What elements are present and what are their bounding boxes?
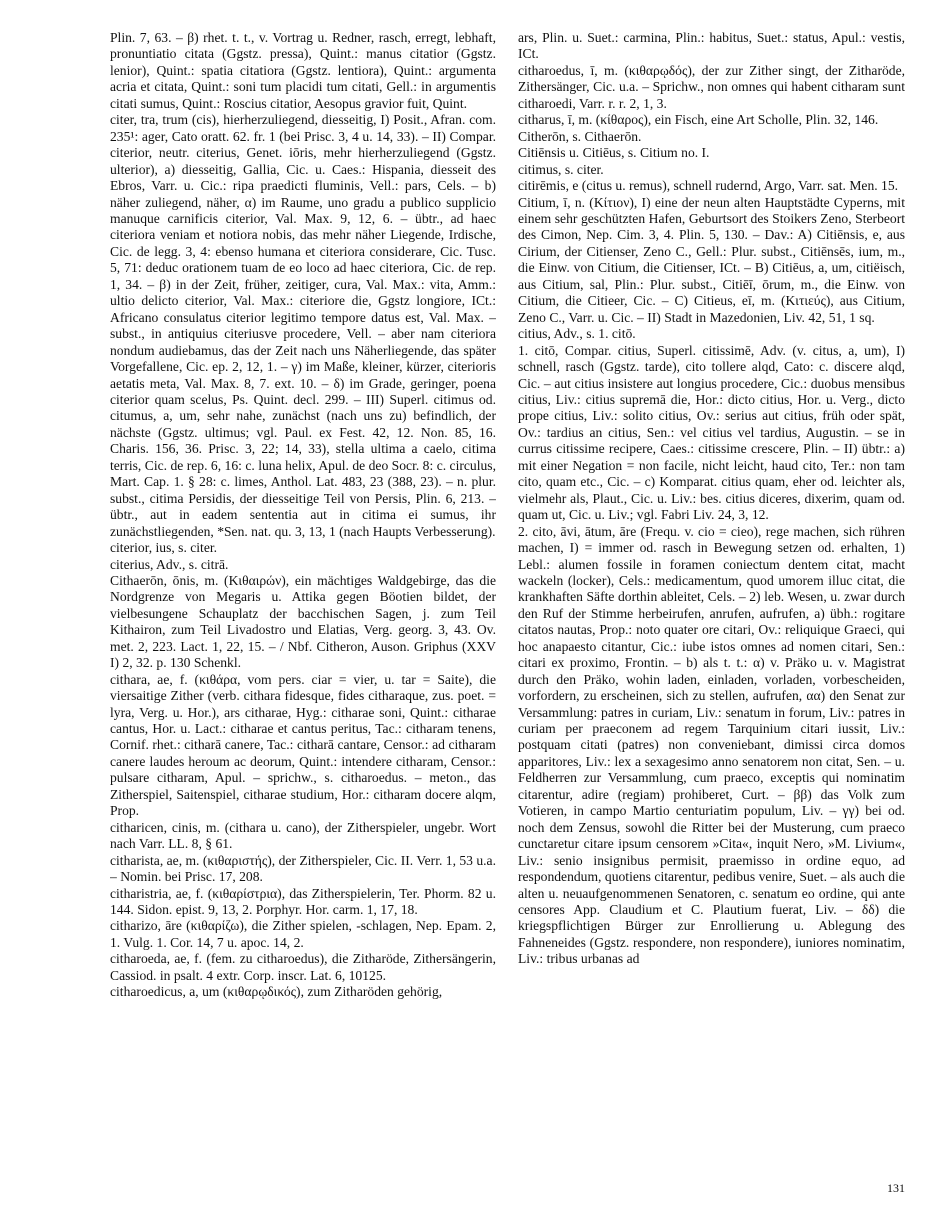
entry: citharizo, āre (κιθαρίζω), die Zither spielen, -schlagen, Nep. Epam. 2, 1. Vulg. 1. Cor. 14, 7 u. apoc. 14, 2. [110, 918, 496, 950]
entry: Citherōn, s. Cithaerōn. [518, 128, 642, 144]
entry: 2. cito, āvi, ātum, āre (Frequ. v. cio = cieo), rege machen, sich rühren machen, I) = immer od. rasch in Bewegung setzen od. erhalten, 1) Lebl.: alumen fossile in foramen coniectum dentem citat, macht wackeln (locker), Cels.: medicamentum, quod umorem illuc citat, die krankhaften Säfte dorthin ableitet, Cels. – 2) leb. Wesen, u. zwar durch den Ruf der Stimme herbeirufen, anrufen, aufrufen, a) übh.: rogitare citatos nautas, Prop.: noto quater ore citari, Ov.: reliquique Graeci, qui hoc anapaesto citantur, Cic.: iube istos omnes ad nomen citari, Sen.: citari ex proximo, Frontin. – b) als t. t.: α) v. Präko u. v. Magistrat durch den Präko, wohin laden, einladen, vorladen, vorbescheiden, vorfordern, zu erscheinen, sich zu stellen, aufrufen, αα) den Senat zur Versammlung: patres in curiam, Liv.: senatum in forum, Liv.: patres in curiam per praeconem ad regem Tarquinium citari iussit, Liv.: postquam citati (patres) non conveniebant, dimissi circa domos apparitores, Liv.: lex a sexagesimo anno senatorem non citat, Sen. – u. Feldherren zur Versammlung, cum praeco, exceptis qui nominatim citarentur, adire (regiam) prohiberet, Curt. – ββ) das Volk zum Votieren, in campo Martio centuriatim populum, Liv. – γγ) bei od. noch dem Zensus, sowohl die Ritter bei der Musterung, cum praeco cunctaretur citare ipsum censorem »Cita«, inquit Nero, »M. Livium«, Liv.: senio insignibus permisit, praemisso in ordine equo, ad respondendum, quotiens citarentur, pedibus venire, Suet. – als auch die alten u. neuaufgenommenen Senatoren, c. senatum eo ordine, qui ante censores App. Claudium et C. Plautium fuerat, Liv. – δδ) die kriegspflichtigen Bürger zur Enrollierung u. Ablegung des Fahneneides (Ggstz. respondere, non respondere), iuniores nominatim, Liv.: tribus urbanas ad [518, 523, 905, 967]
entry: citharicen, cinis, m. (cithara u. cano), der Zitherspieler, ungebr. Wort nach Varr. LL. 8, § 61. [110, 819, 496, 852]
entry: citimus, s. citer. [518, 161, 604, 177]
entry: Citium, ī, n. (Κίτιον), I) eine der neun alten Hauptstädte Cyperns, mit einem sehr geschützten Hafen, Geburtsort des Stoikers Zeno, Sterbeort des Cimon, Nep. Cim. 3, 4. Plin. 5, 130. – Dav.: A) Citiēnsis, e, aus Cirium, der Citienser, Zeno C., Gell.: Plur. subst., Citiēnsēs, ium, m., die Einw. von Citium, die Citienser, ICt. – B) Citiēus, a, um, citiëisch, aus Citium, sal, Plin.: Plur. subst., Citiēī, ōrum, m., die Einw. von Citium, die Citieer, Cic. – C) Citieus, eī, m. (Κιτιεύς), aus Citium, Zeno C., Varr. u. Cic. – II) Stadt in Mazedonien, Liv. 42, 51, 1 sq. [518, 194, 905, 325]
entry: citerior, ius, s. citer. [110, 540, 218, 556]
left-column [110, 30, 496, 1180]
entry: citharista, ae, m. (κιθαριστής), der Zitherspieler, Cic. II. Verr. 1, 53 u.a. – Nomin. bei Prisc. 17, 208. [110, 852, 496, 885]
entry: cithara, ae, f. (κιθάρα, vom pers. ciar = vier, u. tar = Saite), die viersaitige Zither (verb. cithara fidesque, fides citharaque, zus. poet. = lyra, Verg. u. Hor.), ars citharae, Hyg.: citharae soni, Quint.: citharae cantus, Hor. u. Lact.: citharae et cantus peritus, Tac.: citharam tenens, Cornif. rhet.: citharā canere, Tac.: citharā cantare, Censor.: ad citharam canere laudes heroum ac deorum, Quint.: intendere citharam, Censor.: pulsare citharam, Apul. – sprichw., s. citharoedus. – meton., das Zitherspiel, Saitenspiel, citharae studium, Hor.: citharam docere alqm, Prop. [110, 671, 496, 819]
page-number: 131 [887, 1181, 905, 1195]
entry: citer, tra, trum (cis), hierherzuliegend, diesseitig, I) Posit., Afran. com. 235¹: ager, Cato oratt. 62. fr. 1 (bei Prisc. 3, 4 u. 14, 33). – II) Compar. citerior, neutr. citerius, Genet. iōris, mehr hierherzuliegend (Ggstz. ulterior), a) diesseitig, Gallia, Cic. u. Caes.: Hispania, diesseit des Ebros, Varr. u. Cic.: ripa praedicti fluminis, Vell.: pars, Cels. – b) näher zuliegend, näher, α) im Raume, uno gradu a publico supplicio manuque carnificis citerior, Val. Max. 9, 12, 6. – übtr., ad haec citeriora veniam et notiora nobis, das mehr näher Liegende, Irdische, Cic. de legg. 3, 4: ebenso humana et citeriora considerare, Cic. Tusc. 5, 71: deduc orationem tuam de eo loco ad haec citeriora, Cic. de rep. 1, 34. – β) in der Zeit, früher, zeitiger, cura, Val. Max.: vita, Amm.: ultio delicto citerior, Val. Max.: citeriore die, Ggstz longiore, ICt.: Africano consulatus citerior legitimo tempore datus est, Val. Max. – subst., in antiquius citeriusve procedere, Vell. – aber nam citeriora nondum audiebamus, das der Zeit nach uns Näherliegende, das später Vorgefallene, Cic. ep. 2, 12, 1. – γ) im Maße, kleiner, kürzer, citerioris aetatis meta, Val. Max. 8, 7. ext. 10. – δ) im Grade, geringer, poena citerior quam scelus, Ps. Quint. decl. 299. – III) Superl. citimus od. citumus, a, um, sehr nahe, zunächst (nach uns zu) befindlich, der nächste (Ggstz. ultimus; vgl. Paul. ex Fest. 42, 12. Non. 85, 16. Charis. 156, 36. Prisc. 3, 22; 14, 33), stella ultima a caelo, citima terris, Cic. de rep. 6, 16: c. luna helix, Apul. de deo Socr. 8: c. circulus, Mart. Cap. 1. § 28: c. limes, Anthol. Lat. 483, 23 (388, 23). – n. plur. subst., citima Persidis, der diesseitige Teil von Persis, Plin. 6, 213. – übtr., aut in eadem sententia aut in citima ei sumus, ihr zunächstliegenden, *Sen. nat. qu. 3, 13, 1 (nach Haupts Verbesserung). [110, 112, 496, 539]
entry: citharoeda, ae, f. (fem. zu citharoedus), die Zitharöde, Zithersängerin, Cassiod. in psalt. 4 extr. Corp. inscr. Lat. 6, 10125. [110, 951, 496, 983]
entry: citharoedicus, a, um (κιθαρῳδικός), zum Zitharöden gehörig, [110, 984, 443, 1000]
entry: 1. citō, Compar. citius, Superl. citissimē, Adv. (v. citus, a, um), I) schnell, rasch (Ggstz. tarde), cito tollere alqd, Cato: c. discere alqd, Cic. – aut citius insistere aut longius procedere, Cic.: duobus mensibus citius, Liv.: citius supremā die, Hor.: dicto citius, Hor. u. Verg., dicto prope citius, Liv.: solito citius, Ov.: serius aut citius, früh oder spät, Ov.: tardius an citius, Sen.: vel citius vel tardius, Augustin. – se in currus citissime recipere, Caes.: citissime crescere, Plin. – II) übtr.: a) mit einer Negation = non facile, nicht leicht, haud cito, Ter.: non tam cito, quam etc., Cic. – c) Komparat. citius quam, eher od. leichter als, vielmehr als, Plaut., Cic. u. Liv.: bes. citius diceres, dixerim, quam od. quam ut, Cic. u. Liv.; vgl. Fabri Liv. 24, 3, 12. [518, 342, 905, 523]
entry: ars, Plin. u. Suet.: carmina, Plin.: habitus, Suet.: status, Apul.: vestis, ICt. [518, 30, 905, 62]
entry: Plin. 7, 63. – β) rhet. t. t., v. Vortrag u. Redner, rasch, erregt, lebhaft, pronuntiatio citata (Ggstz. pressa), Quint.: manus citatior (Ggstz. lenior), Quint.: spatia citatiora (Ggstz. lentiora), Quint.: argumenta acria et citata, Quint.: soni tum placidi tum citati, Gell.: in argumentis citati sumus, Quint.: Roscius citatior, Aesopus gravior fuit, Quint. [110, 30, 496, 111]
entry: citharus, ī, m. (κίθαρος), ein Fisch, eine Art Scholle, Plin. 32, 146. [518, 112, 879, 128]
entry: citius, Adv., s. 1. citō. [518, 326, 636, 342]
entry: citerius, Adv., s. citrā. [110, 556, 229, 572]
right-column [518, 30, 905, 1180]
entry: citharistria, ae, f. (κιθαρίστρια), das Zitherspielerin, Ter. Phorm. 82 u. 144. Sidon. epist. 9, 13, 2. Porphyr. Hor. carm. 1, 17, 18. [110, 885, 496, 918]
entry: citharoedus, ī, m. (κιθαρῳδός), der zur Zither singt, der Zitharöde, Zithersänger, Cic. u.a. – Sprichw., non omnes qui habent citharam sunt citharoedi, Varr. r. r. 2, 1, 3. [518, 62, 905, 111]
entry: citirēmis, e (citus u. remus), schnell rudernd, Argo, Varr. sat. Men. 15. [518, 178, 899, 194]
entry: Cithaerōn, ōnis, m. (Κιθαιρών), ein mächtiges Waldgebirge, das die Nordgrenze von Megaris u. Attika gegen Böotien bildet, der vielbesungene Schauplatz der bacchischen Sagen, j. zum Teil Kithairon, zum Teil Livadostro und Elatias, Verg. georg. 3, 43. Ov. met. 2, 223. Lact. 1, 22, 15. – / Nbf. Citheron, Auson. Griphus (XXV I) 2, 32. p. 130 Schenkl. [110, 572, 496, 671]
entry: Citiēnsis u. Citiēus, s. Citium no. I. [518, 145, 710, 161]
